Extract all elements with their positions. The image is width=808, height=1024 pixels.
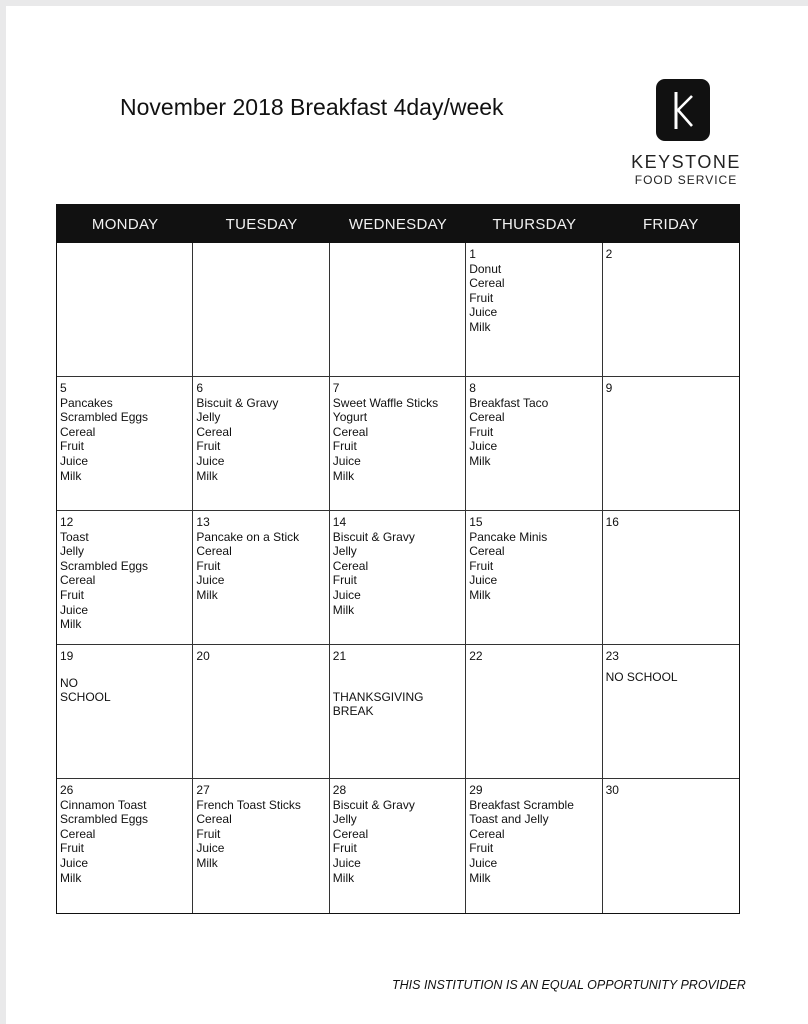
day-number: 20 [196,649,210,663]
day-cell [603,645,739,779]
menu-item: Breakfast Taco [469,395,549,410]
day-cell [193,645,329,779]
day-cell [193,243,329,377]
day-cell [57,377,193,511]
menu-item: Toast and Jelly [469,812,549,827]
menu-item: Milk [332,870,355,885]
menu-item: Jelly [332,544,357,559]
day-cell [603,243,739,377]
menu-item: Juice [196,573,225,588]
menu-item: Cereal [469,544,505,559]
menu-item: Milk [469,870,491,885]
day-cell [466,377,602,511]
menu-item: Biscuit & Gravy [332,529,415,544]
menu-item: Fruit [196,826,221,841]
menu-item: Fruit [60,587,84,602]
menu-item: Cereal [60,826,96,841]
day-cell [193,779,329,913]
menu-item: Yogurt [332,410,368,425]
day-cell [330,243,466,377]
menu-item: Cereal [196,424,232,439]
logo-brand-subtitle: FOOD SERVICE [634,173,738,187]
page-title: November 2018 Breakfast 4day/week [120,94,504,120]
menu-item: Toast [60,529,89,544]
day-number: 8 [469,381,476,395]
menu-item: Donut [469,261,502,276]
day-cell [603,779,739,913]
day-number: 6 [196,381,204,395]
day-cell [57,779,193,913]
menu-item: Biscuit & Gravy [332,797,415,812]
day-cell [466,645,602,779]
day-number: 7 [332,381,340,395]
day-cell [603,377,739,511]
equal-opportunity-notice: THIS INSTITUTION IS AN EQUAL OPPORTUNITY PROVIDER [392,978,746,992]
menu-item: Milk [469,453,491,468]
day-number: 29 [469,783,483,797]
menu-item: Juice [332,587,361,602]
calendar-grid [57,243,739,913]
day-number: 21 [332,649,347,663]
menu-item: Fruit [332,573,357,588]
day-cell [330,377,466,511]
day-number: 1 [469,247,476,261]
menu-item: Pancakes [60,395,113,410]
menu-item: Fruit [469,290,494,305]
menu-item: Cereal [332,558,369,573]
breakfast-calendar [56,204,740,914]
day-cell [330,645,466,779]
weekday-friday: FRIDAY [642,215,699,233]
menu-item: Milk [60,468,82,483]
menu-item: Milk [332,468,355,483]
menu-item: Scrambled Eggs [60,410,149,425]
menu-item: Cereal [332,826,369,841]
menu-item: Juice [469,855,498,870]
menu-item: Milk [332,602,355,617]
menu-item: Jelly [196,410,221,425]
menu-item: Cereal [332,424,369,439]
menu-item: Sweet Waffle Sticks [332,395,439,410]
keystone-logo-icon [656,79,710,141]
menu-item: Juice [196,841,225,856]
menu-item: Juice [469,305,498,320]
day-cell [193,377,329,511]
day-cell [57,511,193,645]
menu-item: Juice [469,573,498,588]
day-number: 14 [332,515,347,529]
menu-item: Cereal [60,573,96,588]
menu-item: Cereal [196,544,232,559]
day-number: 5 [60,381,67,395]
menu-item: Fruit [196,439,221,454]
menu-item: Milk [196,468,218,483]
closure-note: NO SCHOOL [60,675,111,705]
menu-item: Jelly [332,812,357,827]
menu-item: French Toast Sticks [196,797,301,812]
menu-item: Juice [332,855,361,870]
day-number: 26 [60,783,74,797]
weekday-thursday: THURSDAY [492,215,577,233]
menu-item: Pancake Minis [469,529,548,544]
menu-item: Fruit [469,841,494,856]
menu-item: Pancake on a Stick [196,529,300,544]
day-cell [193,511,329,645]
day-number: 27 [196,783,210,797]
day-cell [330,511,466,645]
day-number: 9 [605,381,613,395]
menu-item: Cereal [469,276,505,291]
menu-item: Juice [196,453,225,468]
menu-item: Fruit [60,439,84,454]
menu-item: Fruit [469,424,494,439]
closure-note: THANKSGIVING BREAK [332,689,424,719]
day-number: 15 [469,515,483,529]
day-cell [57,243,193,377]
logo-brand-name: KEYSTONE [631,152,741,172]
menu-item: Milk [60,870,82,885]
day-number: 12 [60,515,74,529]
menu-page [6,6,808,1024]
menu-item: Jelly [60,544,85,559]
menu-item: Milk [196,855,218,870]
day-number: 28 [332,783,347,797]
day-cell [330,779,466,913]
menu-item: Milk [60,617,82,632]
day-number: 19 [60,649,74,663]
weekday-wednesday: WEDNESDAY [348,215,448,233]
menu-item: Juice [60,602,89,617]
day-cell [466,243,602,377]
day-cell [466,779,602,913]
menu-item: Cereal [196,812,232,827]
menu-item: Fruit [332,439,357,454]
menu-item: Fruit [469,558,494,573]
menu-item: Milk [469,587,491,602]
menu-item: Biscuit & Gravy [196,395,279,410]
weekday-header [57,205,739,243]
menu-item: Juice [332,453,361,468]
closure-note: NO SCHOOL [605,669,678,684]
menu-item: Cereal [469,410,505,425]
day-cell [603,511,739,645]
day-number: 13 [196,515,210,529]
day-number: 23 [605,649,619,663]
menu-item: Breakfast Scramble [469,797,574,812]
day-cell [466,511,602,645]
menu-item: Fruit [60,841,84,856]
weekday-tuesday: TUESDAY [225,215,298,233]
menu-item: Scrambled Eggs [60,558,149,573]
menu-item: Cereal [469,826,505,841]
day-number: 30 [605,783,619,797]
day-number: 2 [605,247,613,261]
menu-item: Juice [60,855,89,870]
menu-item: Scrambled Eggs [60,812,149,827]
menu-item: Juice [60,453,89,468]
menu-item: Juice [469,439,498,454]
menu-item: Milk [469,319,491,334]
day-number: 16 [605,515,619,529]
day-cell [57,645,193,779]
day-number: 22 [469,649,483,663]
menu-item: Fruit [196,558,221,573]
menu-item: Cereal [60,424,96,439]
weekday-monday: MONDAY [91,215,159,233]
menu-item: Fruit [332,841,357,856]
menu-item: Milk [196,587,218,602]
menu-item: Cinnamon Toast [60,797,147,812]
